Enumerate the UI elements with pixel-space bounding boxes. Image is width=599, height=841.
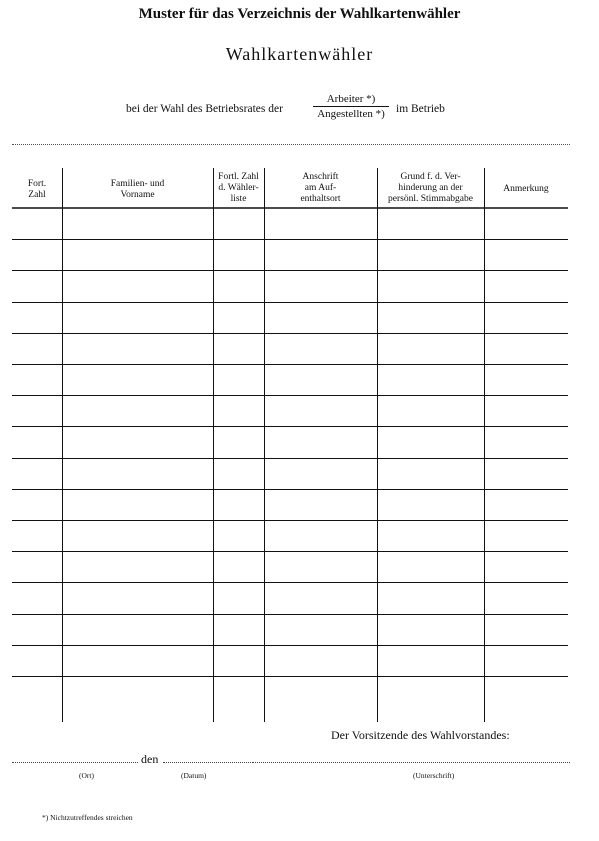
election-prefix: bei der Wahl des Betriebsrates der	[126, 103, 283, 115]
company-name-line	[12, 144, 570, 145]
den-label: den	[141, 752, 159, 766]
column-header: Fortl. Zahl d. Wähler- liste	[218, 172, 259, 204]
table-grid	[12, 168, 568, 722]
place-caption: (Ort)	[79, 771, 94, 780]
election-fraction	[311, 92, 391, 121]
form-title: Muster für das Verzeichnis der Wahlkartenwähler	[138, 6, 461, 22]
date-line	[163, 762, 253, 763]
column-header: Familien- und Vorname	[110, 179, 165, 200]
form-subtitle: Wahlkartenwähler	[225, 44, 374, 64]
fraction-numerator: Arbeiter *)	[326, 93, 376, 105]
column-header: Anmerkung	[503, 184, 549, 194]
signature-dots	[252, 762, 570, 763]
fraction-denominator: Angestellten *)	[317, 108, 385, 120]
column-header: Anschrift am Auf- enthaltsort	[300, 172, 341, 204]
signature-line	[12, 752, 572, 780]
column-header: Fort. Zahl	[27, 179, 47, 200]
chair-label: Der Vorsitzende des Wahlvorstandes:	[331, 728, 510, 742]
election-line	[0, 92, 599, 126]
date-caption: (Datum)	[181, 771, 207, 780]
place-line	[12, 762, 138, 763]
signature-caption: (Unterschrift)	[413, 771, 455, 780]
election-suffix: im Betrieb	[396, 103, 445, 115]
footnote: *) Nichtzutreffendes streichen	[42, 813, 133, 822]
column-header: Grund f. d. Ver- hinderung an der persönl. Stimmabgabe	[388, 172, 473, 204]
